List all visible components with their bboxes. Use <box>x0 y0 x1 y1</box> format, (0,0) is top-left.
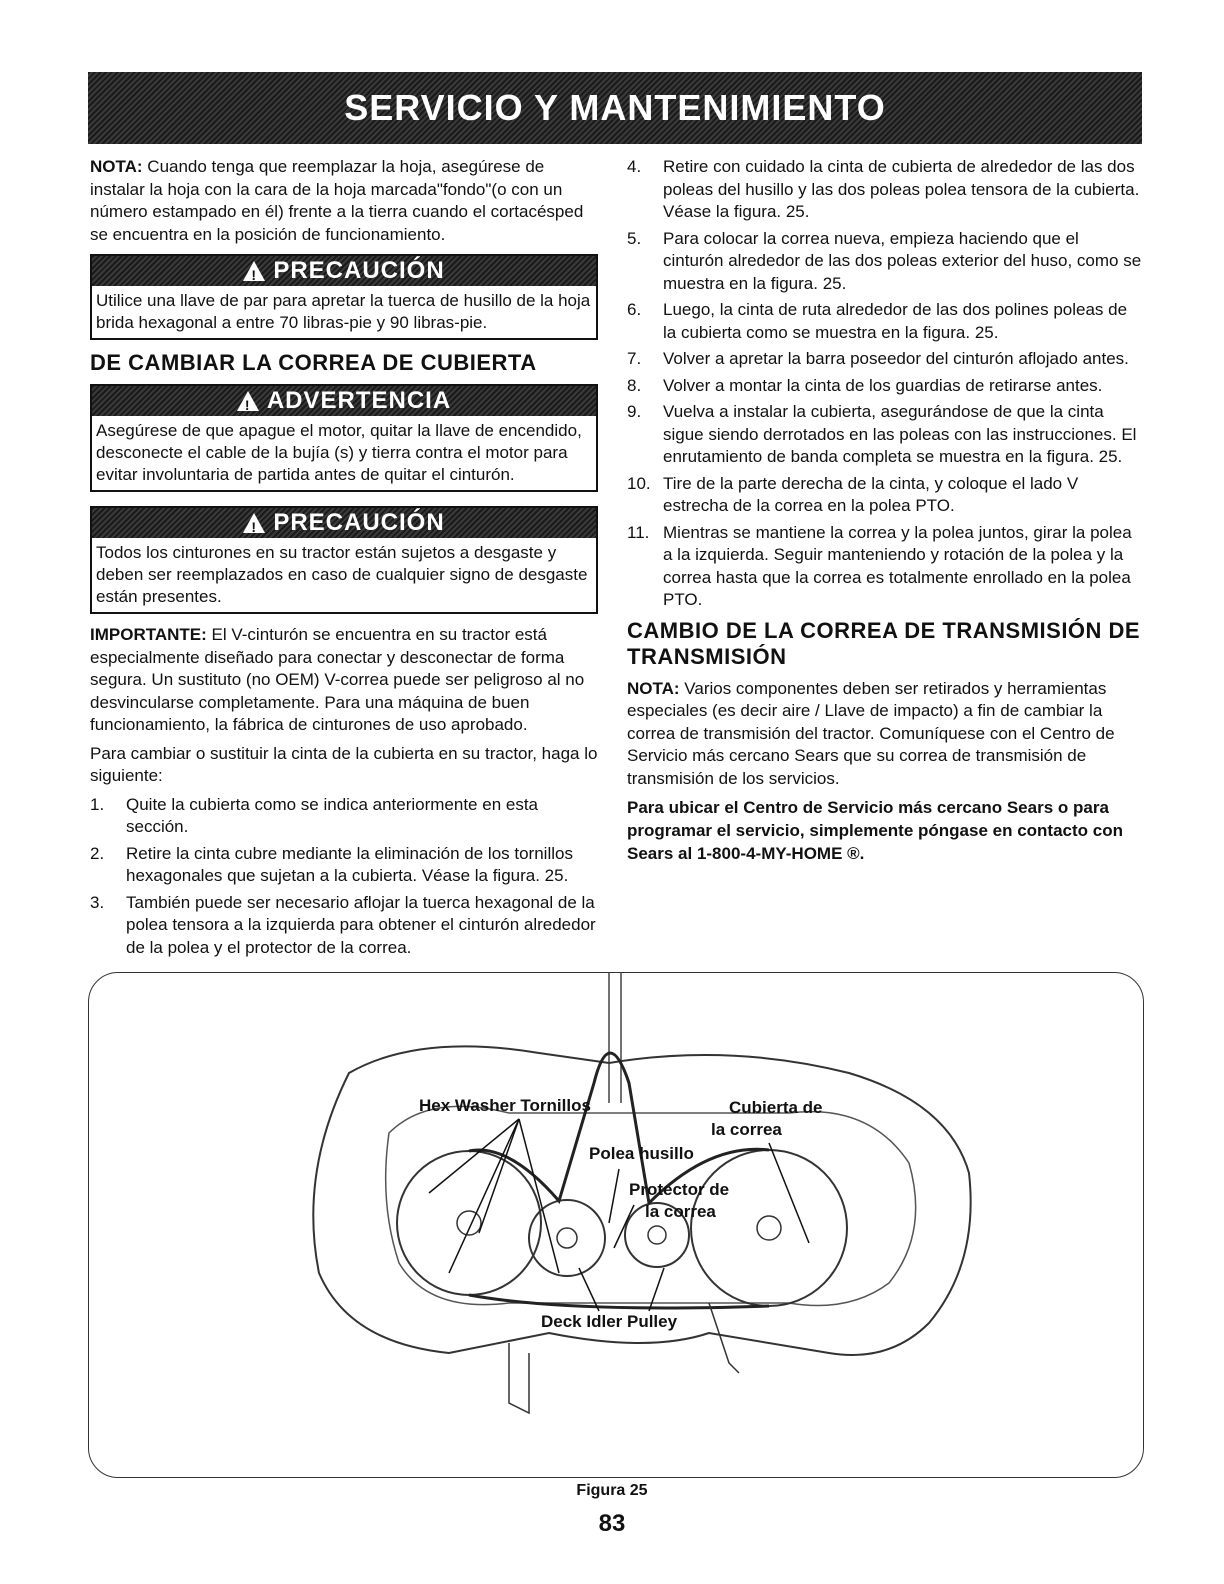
section-heading-drive-belt: CAMBIO DE LA CORREA DE TRANSMISIÓN DE TRANSMISIÓN <box>627 617 1141 669</box>
precaucion-header-1 <box>92 256 596 286</box>
warning-icon <box>243 513 265 533</box>
precaucion-text-1: Utilice una llave de par para apretar la tuerca de husillo de la hoja brida hexagonal a entre 70 libras-pie y 90 libras-pie. <box>96 291 591 332</box>
advertencia-box <box>90 384 598 492</box>
list-item: 4. Retire con cuidado la cinta de cubierta de alrededor de las dos poleas del husillo y las dos poleas polea tensora de la cubierta. Véase la figura. 25. <box>627 157 1140 221</box>
label-polea-husillo: Polea husillo <box>589 1144 694 1163</box>
advertencia-header <box>92 386 596 416</box>
nota-text: Cuando tenga que reemplazar la hoja, asegúrese de instalar la hoja con la cara de la hoja marcada"fondo"(o con un número estampado en él) frente a la tierra cuando el cortacésped se encuentra en la posición de funcionamiento. <box>90 157 584 244</box>
precaucion-title-2: PRECAUCIÓN <box>273 508 445 536</box>
page-title: SERVICIO Y MANTENIMIENTO <box>344 87 886 128</box>
nota-text-right: Varios componentes deben ser retirados y herramientas especiales (es decir aire / Llave de impacto) a fin de cambiar la correa de transmisión del tractor. Comuníquese con el Centro de Servicio más cercano Sears que su correa de transmisión de transmisión de los servicios. <box>627 678 1115 788</box>
list-item: 7. Volver a apretar la barra poseedor del cinturón aflojado antes. <box>627 349 1129 368</box>
list-item: 1. Quite la cubierta como se indica anteriormente en esta sección. <box>90 794 539 836</box>
nota-label: NOTA: <box>90 157 143 176</box>
nota-paragraph-right <box>627 678 1142 791</box>
list-item: 2. Retire la cinta cubre mediante la eliminación de los tornillos hexagonales que sujetan a la cubierta. Véase la figura. 25. <box>90 843 573 885</box>
label-protector-1: Protector de <box>629 1180 730 1199</box>
steps-list-left <box>90 794 598 960</box>
precaucion-text-2: Todos los cinturones en su tractor están sujetos a desgaste y deben ser reemplazados en caso de cualquier signo de desgaste están presentes. <box>96 543 588 606</box>
list-item: 11. Mientras se mantiene la correa y la polea juntos, girar la polea a la izquierda. Seguir manteniendo y rotación de la polea y la correa hasta que la correa es totalmente enrollado en la polea PTO. <box>627 522 1132 609</box>
importante-text: El V-cinturón se encuentra en su tractor está especialmente diseñado para conectar y desconectar de forma segura. Un sustituto (no OEM) V-correa puede ser peligroso al no desvincularse completamente. Para una máquina de buen funcionamiento, la fábrica de cinturones de uso aprobado. <box>90 625 585 734</box>
list-item: 3. También puede ser necesario aflojar la tuerca hexagonal de la polea tensora a la izquierda para obtener el cinturón alrededor de la polea y el protector de la correa. <box>90 892 596 957</box>
figure-caption: Figura 25 <box>576 1482 648 1499</box>
list-item: 8. Volver a montar la cinta de los guardias de retirarse antes. <box>627 375 1103 395</box>
list-item: 9. Vuelva a instalar la cubierta, asegurándose de que la cinta sigue siendo derrotados en las poleas con las instrucciones. El enrutamiento de banda completa se muestra en la figura. 25. <box>627 402 1137 466</box>
label-hex-washer: Hex Washer Tornillos <box>419 1096 591 1115</box>
warning-icon <box>243 261 265 281</box>
intro-paragraph: Para cambiar o sustituir la cinta de la cubierta en su tractor, haga lo siguiente: <box>90 743 598 785</box>
figure-25 <box>88 972 1144 1478</box>
list-item: 10. Tire de la parte derecha de la cinta, y coloque el lado V estrecha de la correa en la polea PTO. <box>627 473 1079 515</box>
nota-label-right: NOTA: <box>627 678 680 698</box>
label-deck-idler: Deck Idler Pulley <box>541 1312 678 1331</box>
right-column <box>627 156 1142 871</box>
label-cubierta-2: la correa <box>711 1120 782 1139</box>
label-protector-2: la correa <box>645 1202 716 1221</box>
precaucion-box-1 <box>90 254 598 340</box>
deck-belt-diagram <box>89 973 1143 1477</box>
warning-icon <box>237 391 259 411</box>
steps-list-right <box>627 156 1142 612</box>
list-item: 5. Para colocar la correa nueva, empieza haciendo que el cinturón alrededor de las dos poleas exterior del huso, como se muestra en la figura. 25. <box>627 228 1142 293</box>
section-heading-deck-belt: DE CAMBIAR LA CORREA DE CUBIERTA <box>90 350 537 375</box>
importante-label: IMPORTANTE: <box>90 625 207 644</box>
precaucion-header-2 <box>92 508 596 538</box>
advertencia-title: ADVERTENCIA <box>266 386 452 414</box>
precaucion-title-1: PRECAUCIÓN <box>273 256 445 284</box>
importante-paragraph <box>90 624 598 737</box>
label-cubierta-1: Cubierta de <box>729 1098 823 1117</box>
list-item: 6. Luego, la cinta de ruta alrededor de las dos polines poleas de la cubierta como se muestra en la figura. 25. <box>627 300 1128 342</box>
nota-paragraph <box>90 156 598 246</box>
precaucion-box-2 <box>90 506 598 614</box>
left-column <box>90 156 598 963</box>
page-number: 83 <box>598 1510 626 1537</box>
advertencia-text: Asegúrese de que apague el motor, quitar la llave de encendido, desconecte el cable de la bujía (s) y tierra contra el motor para evitar involuntaria de partida antes de quitar el cinturón. <box>96 421 582 484</box>
sears-contact-block: Para ubicar el Centro de Servicio más cercano Sears o para programar el servicio, simplemente póngase en contacto con Sears al 1-800-4-MY-HOME ®. <box>627 798 1123 863</box>
section-banner <box>88 72 1142 144</box>
